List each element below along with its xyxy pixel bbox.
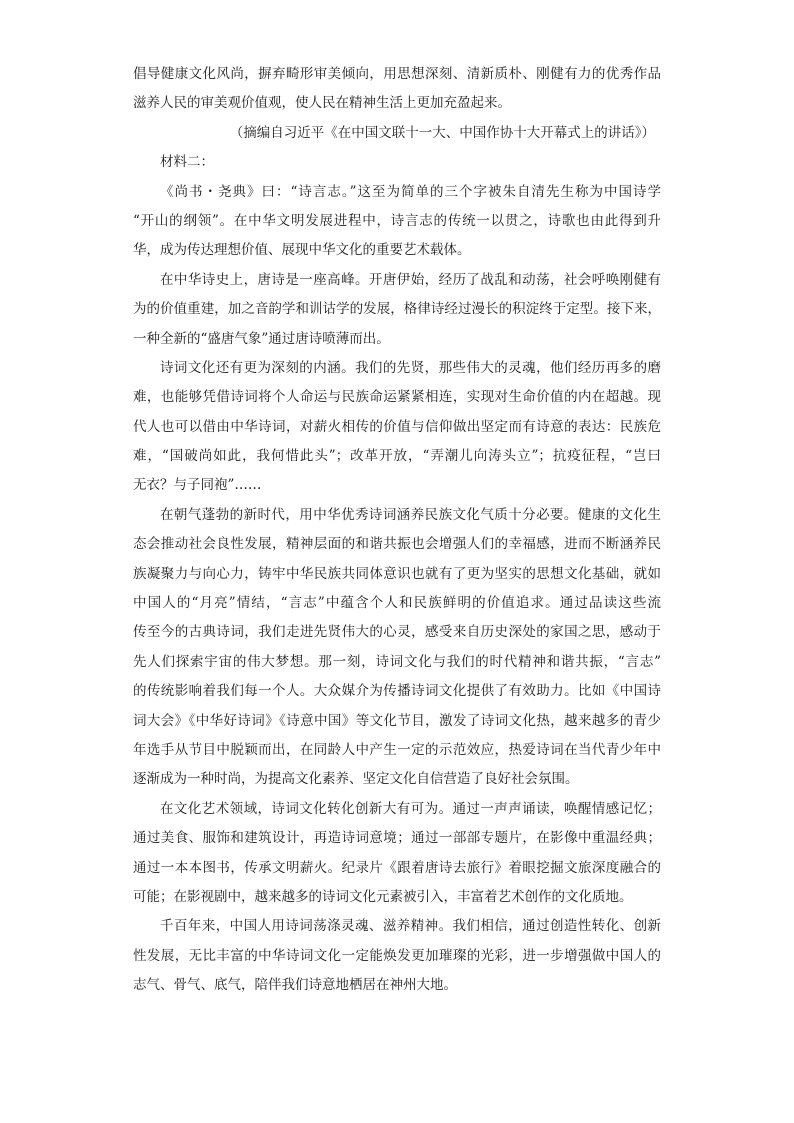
text-line: 志气、骨气、底气，陪伴我们诗意地栖居在神州大地。 [133,977,457,994]
article-body [133,60,661,1001]
paragraph-start: 诗词文化还有更为深刻的内涵。我们的先贤，那些伟大的灵魂，他们经历再多的磨 [160,359,661,376]
text-line: 态会推动社会良性发展，精神层面的和谐共振也会增强人们的幸福感，进而不断涵养民 [133,536,661,553]
text-line: 族凝聚力与向心力，铸牢中华民族共同体意识也就有了更为坚实的思想文化基础，就如 [133,565,661,582]
text-line: 性发展，无比丰富的中华诗词文化一定能焕发更加璀璨的光彩，进一步增强做中国人的 [133,947,661,964]
paragraph-start: 千百年来，中国人用诗词荡涤灵魂、滋养精神。我们相信，通过创造性转化、创新 [160,918,661,935]
text-line: 词大会》《中华好诗词》《诗意中国》等文化节目，激发了诗词文化热，越来越多的青少 [133,712,661,729]
text-line: 难，也能够凭借诗词将个人命运与民族命运紧紧相连，实现对生命价值的内在超越。现 [133,389,661,406]
text-line: 华，成为传达理想价值、展现中华文化的重要艺术载体。 [133,242,471,259]
text-line: 一种全新的“盛唐气象”通过唐诗喷薄而出。 [133,330,390,347]
text-line: 可能；在影视剧中，越来越多的诗词文化元素被引入，丰富着艺术创作的文化质地。 [133,888,633,905]
text-line: 代人也可以借由中华诗词，对薪火相传的价值与信仰做出坚定而有诗意的表达：民族危 [133,418,661,435]
text-line: 无衣？与子同袍”…… [133,477,262,494]
paragraph-start: 在朝气蓬勃的新时代，用中华优秀诗词涵养民族文化气质十分必要。健康的文化生 [160,506,661,523]
text-line: 为的价值重建，加之音韵学和训诂学的发展，格律诗经过漫长的积淀终于定型。接下来， [133,301,661,318]
text-line: “开山的纲领”。在中华文明发展进程中，诗言志的传统一以贯之，诗歌也由此得到升 [133,212,661,229]
paragraph-start: 《尚书・尧典》曰：“诗言志。”这至为简单的三个字被朱自清先生称为中国诗学 [160,183,661,200]
text-line: 滋养人民的审美观价值观，使人民在精神生活上更加充盈起来。 [133,95,511,112]
text-line: 倡导健康文化风尚，摒弃畸形审美倾向，用思想深刻、清新质朴、刚健有力的优秀作品 [133,66,661,82]
text-line: 难，“国破尚如此，我何惜此头”；改革开放，“弄潮儿向涛头立”；抗疫征程，“岂曰 [133,448,661,465]
text-line: 通过一本本图书，传承文明薪火。纪录片《跟着唐诗去旅行》着眼挖掘文旅深度融合的 [133,859,661,876]
text-line: 的传统影响着我们每一个人。大众媒介为传播诗词文化提供了有效助力。比如《中国诗 [133,683,661,700]
text-line: 中国人的“月亮”情结，“言志”中蕴含个人和民族鲜明的价值追求。通过品读这些流 [133,595,661,612]
section-heading: 材料二： [160,154,214,171]
text-line: 传至今的古典诗词，我们走进先贤伟大的心灵，感受来自历史深处的家国之思，感动于 [133,624,661,641]
text-line: 先人们探索宇宙的伟大梦想。那一刻，诗词文化与我们的时代精神和谐共振，“言志” [133,653,661,670]
source-citation: （摘编自习近平《在中国文联十一大、中国作协十大开幕式上的讲话》） [229,124,655,141]
text-line: 通过美食、服饰和建筑设计，再造诗词意境；通过一部部专题片，在影像中重温经典； [133,830,661,847]
text-line: 逐渐成为一种时尚，为提高文化素养、坚定文化自信营造了良好社会氛围。 [133,771,579,788]
paragraph-start: 在中华诗史上，唐诗是一座高峰。开唐伊始，经历了战乱和动荡，社会呼唤刚健有 [160,271,661,288]
paragraph-start: 在文化艺术领域，诗词文化转化创新大有可为。通过一声声诵读，唤醒情感记忆； [160,800,661,817]
text-line: 年选手从节目中脱颖而出，在同龄人中产生一定的示范效应，热爱诗词在当代青少年中 [133,741,661,758]
